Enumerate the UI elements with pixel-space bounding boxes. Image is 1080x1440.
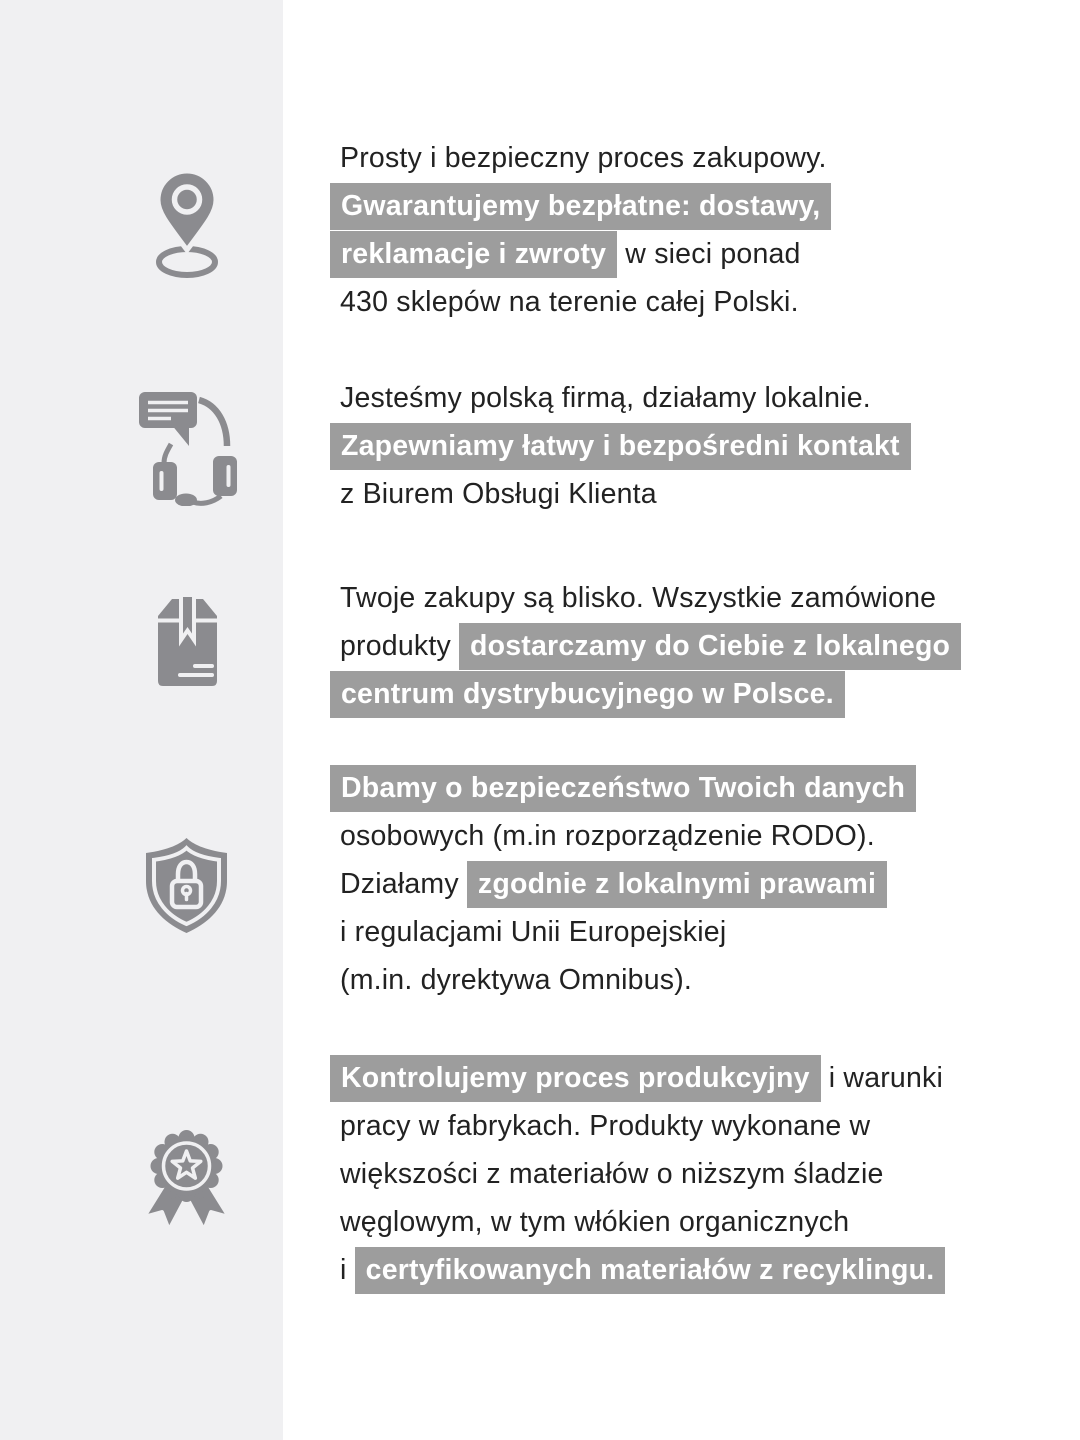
highlight-segment: reklamacje i zwroty xyxy=(330,231,617,278)
text-segment: osobowych (m.in rozporządzenie RODO). xyxy=(340,820,875,852)
text-line xyxy=(330,908,916,956)
text-segment: i xyxy=(340,1254,355,1286)
text-segment: Jesteśmy polską firmą, działamy lokalnie. xyxy=(340,382,871,414)
section-customer-service xyxy=(330,374,911,518)
text-line xyxy=(330,574,961,622)
text-segment: (m.in. dyrektywa Omnibus). xyxy=(340,964,693,996)
text-line xyxy=(330,764,916,812)
section-local-distribution xyxy=(330,574,961,718)
highlight-segment: Kontrolujemy proces produkcyjny xyxy=(330,1055,821,1102)
text-lines xyxy=(330,134,831,326)
text-segment: i regulacjami Unii Europejskiej xyxy=(340,916,727,948)
text-line xyxy=(330,374,911,422)
text-lines xyxy=(330,764,916,1004)
text-segment: z Biurem Obsługi Klienta xyxy=(340,478,657,510)
text-line xyxy=(330,230,831,278)
text-line xyxy=(330,1246,945,1294)
highlight-segment: zgodnie z lokalnymi prawami xyxy=(467,861,887,908)
text-line xyxy=(330,956,916,1004)
award-badge-icon xyxy=(134,1120,239,1234)
text-line xyxy=(330,1054,945,1102)
text-segment: w sieci ponad xyxy=(617,238,801,270)
text-segment: 430 sklepów na terenie całej Polski. xyxy=(340,286,799,318)
highlight-segment: centrum dystrybucyjnego w Polsce. xyxy=(330,671,845,718)
text-line xyxy=(330,278,831,326)
highlight-segment: Gwarantujemy bezpłatne: dostawy, xyxy=(330,183,831,230)
text-line xyxy=(330,422,911,470)
text-segment: produkty xyxy=(340,630,460,662)
highlight-segment: certyfikowanych materiałów z recyklingu. xyxy=(355,1247,946,1294)
text-line xyxy=(330,134,831,182)
text-segment: węglowym, w tym włókien organicznych xyxy=(340,1206,850,1238)
text-lines xyxy=(330,574,961,718)
text-line xyxy=(330,1102,945,1150)
text-segment: Prosty i bezpieczny proces zakupowy. xyxy=(340,142,827,174)
text-line xyxy=(330,622,961,670)
text-line xyxy=(330,470,911,518)
location-pin-icon xyxy=(152,170,222,278)
text-lines xyxy=(330,374,911,518)
highlight-segment: Dbamy o bezpieczeństwo Twoich danych xyxy=(330,765,916,812)
support-headset-icon xyxy=(137,386,237,506)
text-line xyxy=(330,1198,945,1246)
security-shield-icon xyxy=(139,831,234,936)
text-segment: i warunki xyxy=(820,1062,944,1094)
text-lines xyxy=(330,1054,945,1294)
text-line xyxy=(330,812,916,860)
text-segment: Działamy xyxy=(340,868,467,900)
text-segment: Twoje zakupy są blisko. Wszystkie zamówione xyxy=(340,582,937,614)
text-line xyxy=(330,670,961,718)
section-shops-network xyxy=(330,134,831,326)
sidebar xyxy=(0,0,283,1440)
content xyxy=(330,0,1080,1440)
text-line xyxy=(330,1150,945,1198)
text-segment: pracy w fabrykach. Produkty wykonane w xyxy=(340,1110,871,1142)
section-data-security xyxy=(330,764,916,1004)
text-segment: większości z materiałów o niższym śladzie xyxy=(340,1158,884,1190)
text-line xyxy=(330,860,916,908)
text-line xyxy=(330,182,831,230)
package-box-icon xyxy=(150,596,225,691)
section-production-quality xyxy=(330,1054,945,1294)
highlight-segment: dostarczamy do Ciebie z lokalnego xyxy=(459,623,961,670)
highlight-segment: Zapewniamy łatwy i bezpośredni kontakt xyxy=(330,423,911,470)
